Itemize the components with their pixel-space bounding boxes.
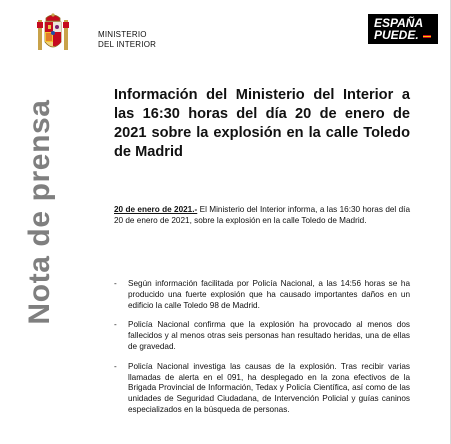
- ministry-line-2: DEL INTERIOR: [98, 40, 157, 49]
- espana-puede-logo: [368, 14, 438, 44]
- press-release-title: Información del Ministerio del Interior a las 16:30 horas del día 20 de enero de 2021 sobre la explosión en la calle Toledo de Madrid: [114, 87, 410, 160]
- intro-text: El Ministerio del Interior informa, a las 16:30 horas del día 20 de enero de 2021, sobre la explosión en la calle Toledo de Madrid.: [114, 205, 411, 225]
- brand-line-2: PUEDE.: [374, 28, 419, 42]
- bullet-dash: -: [114, 279, 117, 288]
- ministry-name: [98, 30, 156, 50]
- bullet-list: [114, 279, 410, 425]
- bullet-text: Policía Nacional investiga las causas de la explosión. Tras recibir varias llamadas de alerta en el 091, ha desplegado en la zona efectivos de la Brigada Provincial de Información, Tedax y Policía Científica, así como de las unidades de Seguridad Ciudadana, de Intervención Policial y guías caninos especializados en la búsqueda de personas.: [128, 361, 410, 414]
- bullet-text: Policía Nacional confirma que la explosión ha provocado al menos dos fallecidos y al menos otras seis personas han resultado heridas, una de ellas de gravedad.: [128, 320, 410, 351]
- press-note-side-label: [18, 96, 62, 328]
- page-header: [0, 0, 451, 62]
- intro-paragraph: [114, 205, 410, 227]
- bullet-dash: -: [114, 320, 117, 330]
- spain-flag-icon: [423, 35, 431, 38]
- spain-coat-of-arms-icon: [34, 12, 72, 56]
- bullet-item: [114, 362, 410, 416]
- intro-date: 20 de enero de 2021.-: [114, 205, 198, 214]
- bullet-text: Según información facilitada por Policía Nacional, a las 14:56 horas se ha producido una fuerte explosión que ha causado importantes daños en un edificio la calle Toledo 98 de Madrid.: [128, 279, 410, 310]
- bullet-item: [114, 320, 410, 352]
- side-label-text: Nota de prensa: [23, 99, 56, 325]
- bullet-item: [114, 279, 410, 311]
- brand-line-1: ESPAÑA: [374, 16, 424, 30]
- ministry-line-1: MINISTERIO: [98, 30, 147, 39]
- bullet-dash: -: [114, 361, 117, 371]
